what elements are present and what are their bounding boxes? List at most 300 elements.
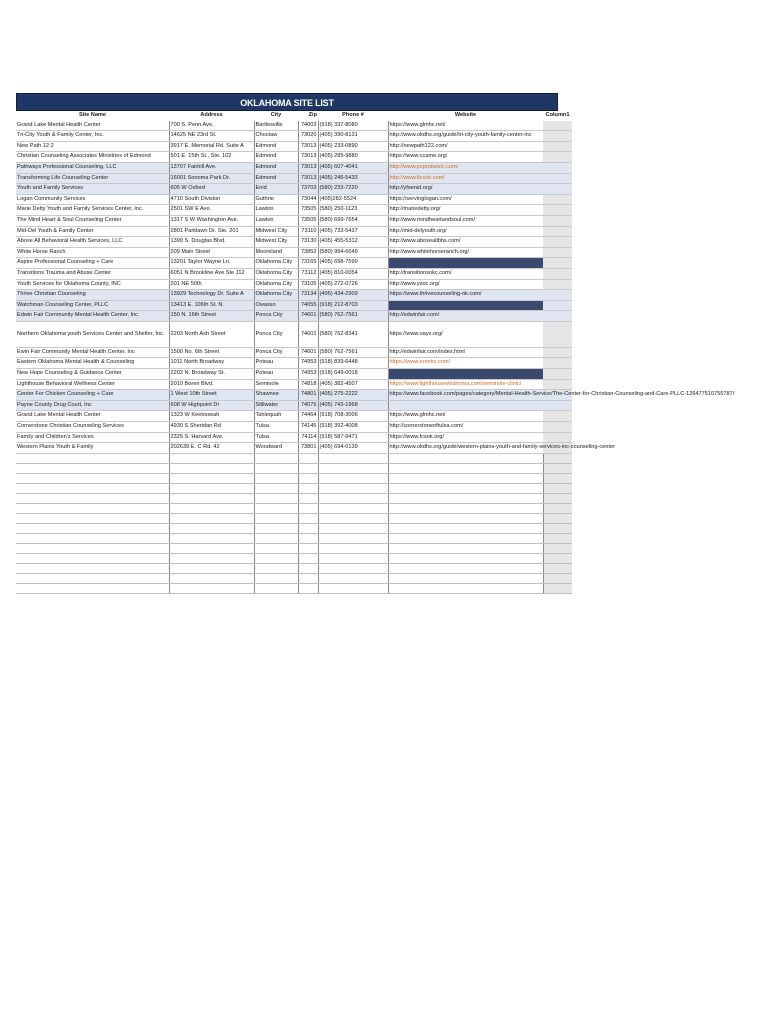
address-cell: 1323 W Keetoowah: [169, 411, 254, 422]
table-row: [16, 131, 572, 142]
phone-cell: (405) 698-7599: [318, 258, 388, 269]
zip-cell: 73044: [298, 194, 318, 205]
empty-cell: [388, 533, 543, 543]
empty-cell: [543, 583, 572, 593]
zip-cell: 74055: [298, 300, 318, 311]
header-site-name: Site Name: [78, 112, 107, 118]
column1-cell: [543, 300, 572, 311]
empty-cell: [388, 553, 543, 563]
city-cell: Tulsa: [254, 432, 298, 443]
table-row: [16, 237, 572, 248]
header-zip: Zip: [308, 112, 317, 118]
column1-cell: [543, 321, 572, 347]
city-cell: Edmond: [254, 173, 298, 184]
phone-cell: (405) 455-5312: [318, 237, 388, 248]
website-link[interactable]: https://www.lighthouseoklahoma.com/seminole-clinic/: [389, 380, 522, 387]
website-cell[interactable]: [388, 215, 543, 226]
phone-cell: (580) 699-7654: [318, 215, 388, 226]
address-cell: 13201 Taylor Wayne Ln.: [169, 258, 254, 269]
site-name-cell: Above All Behavioral Health Services, LLC: [16, 237, 169, 248]
empty-cell: [16, 583, 169, 593]
empty-cell: [16, 543, 169, 553]
empty-cell: [388, 563, 543, 573]
zip-cell: 74601: [298, 347, 318, 358]
site-name-cell: New Path 12:2: [16, 141, 169, 152]
empty-cell: [254, 513, 298, 523]
address-cell: 1317 S W Washington Ave.: [169, 215, 254, 226]
zip-cell: 73105: [298, 279, 318, 290]
city-cell: Midwest City: [254, 226, 298, 237]
website-cell[interactable]: [388, 268, 543, 279]
website-link[interactable]: http://yfsenid.org/: [389, 185, 433, 192]
column1-cell: [543, 422, 572, 433]
website-cell[interactable]: [388, 205, 543, 216]
empty-cell: [169, 543, 254, 553]
empty-cell: [16, 473, 169, 483]
website-link[interactable]: http://edwinfair.com/index.html: [389, 348, 465, 355]
site-table: [16, 111, 735, 594]
website-link[interactable]: https://www.glmhc.net/: [389, 121, 446, 128]
city-cell: Seminole: [254, 379, 298, 390]
table-row: [16, 311, 572, 322]
website-cell[interactable]: [388, 258, 543, 269]
site-name-cell: Mid-Del Youth & Family Center: [16, 226, 169, 237]
table-row: [16, 173, 572, 184]
header-website: Website: [454, 112, 477, 118]
website-link[interactable]: https://www.glmhc.net/: [389, 412, 446, 419]
phone-cell: (405) 607-4041: [318, 162, 388, 173]
address-cell: 1390 S. Douglas Blvd.: [169, 237, 254, 248]
empty-cell: [298, 533, 318, 543]
empty-cell: [169, 523, 254, 533]
phone-cell: (918) 337-8080: [318, 121, 388, 131]
website-link[interactable]: http://edwinfair.com/: [389, 312, 440, 319]
phone-cell: (580) 762-7561: [318, 347, 388, 358]
column1-cell: [543, 347, 572, 358]
website-link[interactable]: http://www.aboveallbhs.com/: [389, 238, 461, 245]
city-cell: Stillwater: [254, 400, 298, 411]
address-cell: 2202 N. Broadway St.: [169, 369, 254, 380]
city-cell: Oklahoma City: [254, 290, 298, 301]
address-cell: 4930 S Sheridan Rd: [169, 422, 254, 433]
column1-cell: [543, 226, 572, 237]
table-row: [16, 162, 572, 173]
phone-cell: (918) 708-3006: [318, 411, 388, 422]
phone-cell: (580) 762-8341: [318, 321, 388, 347]
website-cell[interactable]: [388, 311, 543, 322]
empty-cell: [388, 473, 543, 483]
website-link[interactable]: http://cornerstoneoftulsa.com/: [389, 423, 464, 430]
site-name-cell: Marie Detty Youth and Family Services Center, Inc.: [16, 205, 169, 216]
zip-cell: 73013: [298, 152, 318, 163]
zip-cell: 73165: [298, 258, 318, 269]
website-link[interactable]: http://mariedetty.org/: [389, 206, 441, 213]
website-cell[interactable]: [388, 184, 543, 195]
table-row: [16, 247, 572, 258]
website-link[interactable]: http://www.mindheartandsoul.com/: [389, 216, 476, 223]
website-cell[interactable]: [388, 290, 543, 301]
website-cell[interactable]: [388, 237, 543, 248]
empty-cell: [388, 583, 543, 593]
empty-cell: [298, 483, 318, 493]
column1-cell: [543, 311, 572, 322]
website-link[interactable]: http://www.okdhs.org/guide/tri-city-youth-family-center-inc: [389, 132, 532, 139]
empty-cell: [543, 573, 572, 583]
city-cell: Edmond: [254, 162, 298, 173]
website-cell[interactable]: [388, 321, 543, 347]
column1-cell: [543, 268, 572, 279]
city-cell: Ponca City: [254, 321, 298, 347]
empty-row: [16, 553, 572, 563]
site-name-cell: Lighthouse Behavioral Wellness Center: [16, 379, 169, 390]
website-link[interactable]: http://mid-delyouth.org/: [389, 227, 447, 234]
header-city: City: [270, 112, 282, 118]
sheet-title: OKLAHOMA SITE LIST: [16, 93, 558, 111]
empty-cell: [543, 463, 572, 473]
empty-row: [16, 543, 572, 553]
zip-cell: 74114: [298, 432, 318, 443]
empty-cell: [169, 493, 254, 503]
table-row: [16, 226, 572, 237]
column1-cell: [543, 290, 572, 301]
empty-cell: [16, 553, 169, 563]
empty-cell: [543, 543, 572, 553]
address-cell: 13413 E. 106th St. N.: [169, 300, 254, 311]
address-cell: 209 Main Street: [169, 247, 254, 258]
column1-cell: [543, 400, 572, 411]
empty-row: [16, 483, 572, 493]
city-cell: Poteau: [254, 358, 298, 369]
website-cell[interactable]: [388, 400, 543, 411]
empty-cell: [298, 563, 318, 573]
empty-cell: [388, 483, 543, 493]
empty-cell: [16, 493, 169, 503]
address-cell: 3917 E. Memorial Rd. Suite A: [169, 141, 254, 152]
site-name-cell: Center For Chicken Counseling + Care: [16, 390, 169, 401]
zip-cell: 74145: [298, 422, 318, 433]
empty-cell: [298, 463, 318, 473]
website-cell[interactable]: [388, 300, 543, 311]
website-link[interactable]: http://www.ysoc.org/: [389, 280, 440, 287]
empty-cell: [318, 553, 388, 563]
table-row: [16, 300, 572, 311]
zip-cell: 73110: [298, 226, 318, 237]
column1-cell: [543, 141, 572, 152]
phone-cell: (405) 733-5437: [318, 226, 388, 237]
website-link[interactable]: http://newpath122.com/: [389, 142, 448, 149]
zip-cell: 73505: [298, 215, 318, 226]
city-cell: Lawton: [254, 215, 298, 226]
website-cell[interactable]: [388, 121, 543, 131]
address-cell: 2501 SW E Ave.: [169, 205, 254, 216]
empty-cell: [388, 503, 543, 513]
empty-cell: [298, 493, 318, 503]
table-row: [16, 379, 572, 390]
empty-cell: [388, 493, 543, 503]
column1-cell: [543, 173, 572, 184]
table-row: [16, 390, 572, 401]
site-name-cell: Eastern Oklahoma Mental Health & Counseling: [16, 358, 169, 369]
table-row: [16, 347, 572, 358]
site-list-sheet: [16, 93, 735, 594]
empty-row: [16, 463, 572, 473]
empty-cell: [169, 463, 254, 473]
city-cell: Edmond: [254, 141, 298, 152]
website-cell[interactable]: [388, 247, 543, 258]
address-cell: 1 West 10th Street: [169, 390, 254, 401]
website-cell[interactable]: [388, 379, 543, 390]
zip-cell: 73130: [298, 237, 318, 248]
column1-cell: [543, 237, 572, 248]
site-name-cell: Christian Counseling Associates Ministries of Edmond: [16, 152, 169, 163]
zip-cell: 74601: [298, 321, 318, 347]
empty-cell: [298, 553, 318, 563]
phone-cell: (580) 994-6649: [318, 247, 388, 258]
phone-cell: (405) 272-0726: [318, 279, 388, 290]
empty-row: [16, 503, 572, 513]
empty-cell: [254, 463, 298, 473]
empty-cell: [254, 523, 298, 533]
table-body: [16, 121, 735, 594]
address-cell: 2010 Boren Blvd.: [169, 379, 254, 390]
empty-cell: [16, 523, 169, 533]
column1-cell: [543, 215, 572, 226]
address-cell: 150 N. 16th Street: [169, 311, 254, 322]
website-link[interactable]: http://www.tlccok.com/: [389, 174, 445, 181]
table-row: [16, 321, 572, 347]
empty-row: [16, 473, 572, 483]
site-name-cell: New Hope Counseling & Guidance Center: [16, 369, 169, 380]
website-cell[interactable]: [388, 173, 543, 184]
empty-cell: [318, 573, 388, 583]
website-link[interactable]: https://www.eomhc.com/: [389, 359, 451, 366]
site-name-cell: Payne County Drug Court, Inc: [16, 400, 169, 411]
website-cell[interactable]: [388, 347, 543, 358]
header-phone: Phone #: [342, 112, 364, 118]
city-cell: Enid: [254, 184, 298, 195]
zip-cell: 73801: [298, 443, 318, 454]
table-row: [16, 184, 572, 195]
phone-cell: (405) 246-5433: [318, 173, 388, 184]
empty-cell: [318, 503, 388, 513]
empty-cell: [169, 483, 254, 493]
zip-cell: 74601: [298, 311, 318, 322]
website-link[interactable]: https://www.oays.org/: [389, 330, 443, 337]
site-name-cell: Pathways Professional Counseling, LLC: [16, 162, 169, 173]
empty-cell: [169, 503, 254, 513]
column1-cell: [543, 194, 572, 205]
empty-cell: [254, 483, 298, 493]
empty-row: [16, 583, 572, 593]
column1-cell: [543, 258, 572, 269]
phone-cell: (918) 392-4008: [318, 422, 388, 433]
empty-cell: [543, 483, 572, 493]
site-name-cell: Grand Lake Mental Health Center: [16, 121, 169, 131]
phone-cell: (405) 810-0054: [318, 268, 388, 279]
website-cell[interactable]: [388, 358, 543, 369]
address-cell: 2801 Parklawn Dr. Ste. 201: [169, 226, 254, 237]
empty-cell: [318, 543, 388, 553]
table-row: [16, 268, 572, 279]
column1-cell: [543, 379, 572, 390]
empty-row: [16, 563, 572, 573]
city-cell: Bartlesville: [254, 121, 298, 131]
table-row: [16, 290, 572, 301]
table-row: [16, 358, 572, 369]
website-link[interactable]: http://www.whitehorseranch.org/: [389, 248, 470, 255]
zip-cell: 74076: [298, 400, 318, 411]
website-link[interactable]: http://www.pcprotwivic.com/: [389, 163, 459, 170]
city-cell: Midwest City: [254, 237, 298, 248]
empty-cell: [318, 483, 388, 493]
website-cell[interactable]: [388, 141, 543, 152]
empty-cell: [169, 573, 254, 583]
empty-cell: [318, 463, 388, 473]
address-cell: 2203 North Ash Street: [169, 321, 254, 347]
empty-cell: [543, 523, 572, 533]
empty-cell: [254, 533, 298, 543]
empty-cell: [543, 503, 572, 513]
phone-cell: (405)282-5524: [318, 194, 388, 205]
column1-cell: [543, 247, 572, 258]
address-cell: 501 E. 15th St., Ste. 102: [169, 152, 254, 163]
website-link[interactable]: http://www.okdhs.org/guide/western-plains-youth-and-family-services-inc-counseling-center: [389, 444, 615, 451]
phone-cell: (405) 275-2222: [318, 390, 388, 401]
city-cell: Ponca City: [254, 347, 298, 358]
address-cell: 14625 NE 23rd St.: [169, 131, 254, 142]
phone-cell: (405) 390-8131: [318, 131, 388, 142]
zip-cell: 74953: [298, 369, 318, 380]
table-row: [16, 411, 572, 422]
empty-cell: [254, 493, 298, 503]
table-row: [16, 121, 572, 131]
site-name-cell: Aspire Professional Counseling + Care: [16, 258, 169, 269]
website-link[interactable]: http://transitionsokc.com/: [389, 269, 452, 276]
header-row: [16, 111, 572, 121]
empty-cell: [388, 513, 543, 523]
column1-cell: [543, 358, 572, 369]
empty-cell: [169, 553, 254, 563]
address-cell: 1500 No. 6th Street: [169, 347, 254, 358]
website-cell[interactable]: [388, 390, 735, 401]
address-cell: 2325 S. Harvard Ave.: [169, 432, 254, 443]
empty-cell: [318, 583, 388, 593]
zip-cell: 74003: [298, 121, 318, 131]
empty-cell: [298, 513, 318, 523]
site-name-cell: Cornerstone Christian Counseling Services: [16, 422, 169, 433]
address-cell: 16001 Sonoma Park Dr.: [169, 173, 254, 184]
website-cell[interactable]: [388, 194, 543, 205]
empty-cell: [388, 523, 543, 533]
city-cell: Choctaw: [254, 131, 298, 142]
website-cell[interactable]: [388, 131, 543, 142]
empty-cell: [16, 563, 169, 573]
website-cell[interactable]: [388, 369, 543, 380]
website-cell[interactable]: [388, 432, 543, 443]
website-cell[interactable]: [388, 443, 615, 454]
empty-cell: [298, 503, 318, 513]
empty-cell: [388, 463, 543, 473]
empty-cell: [16, 453, 169, 463]
empty-cell: [298, 573, 318, 583]
empty-cell: [298, 583, 318, 593]
phone-cell: (405) 382-4507: [318, 379, 388, 390]
website-cell[interactable]: [388, 422, 543, 433]
column1-cell: [543, 279, 572, 290]
empty-cell: [16, 463, 169, 473]
table-row: [16, 152, 572, 163]
column1-cell: [543, 369, 572, 380]
website-cell[interactable]: [388, 162, 543, 173]
city-cell: Mooreland: [254, 247, 298, 258]
website-link[interactable]: https://www.ccame.org/: [389, 153, 448, 160]
empty-cell: [318, 533, 388, 543]
website-cell[interactable]: [388, 411, 543, 422]
empty-cell: [318, 523, 388, 533]
phone-cell: (405) 743-1968: [318, 400, 388, 411]
zip-cell: 73013: [298, 173, 318, 184]
city-cell: Owasso: [254, 300, 298, 311]
address-cell: 700 S. Penn Ave.: [169, 121, 254, 131]
empty-cell: [388, 573, 543, 583]
zip-cell: 73703: [298, 184, 318, 195]
city-cell: Lawton: [254, 205, 298, 216]
empty-cell: [254, 453, 298, 463]
empty-row: [16, 453, 572, 463]
empty-cell: [254, 503, 298, 513]
zip-cell: 74818: [298, 379, 318, 390]
empty-cell: [254, 553, 298, 563]
website-link[interactable]: https://servinglogan.com/: [389, 195, 452, 202]
zip-cell: 73013: [298, 141, 318, 152]
empty-cell: [388, 453, 543, 463]
empty-cell: [254, 573, 298, 583]
website-link[interactable]: https://www.fcsok.org/: [389, 433, 444, 440]
phone-cell: (405) 285-9880: [318, 152, 388, 163]
address-cell: 6051 N Brookline Ave Ste 112: [169, 268, 254, 279]
city-cell: Poteau: [254, 369, 298, 380]
website-link[interactable]: https://www.thrivecounseling-ok.com/: [389, 291, 482, 298]
website-cell[interactable]: [388, 152, 543, 163]
table-row: [16, 369, 572, 380]
city-cell: Tahlequah: [254, 411, 298, 422]
zip-cell: 74464: [298, 411, 318, 422]
address-cell: 4710 South Division: [169, 194, 254, 205]
zip-cell: 73112: [298, 268, 318, 279]
column1-cell: [543, 432, 572, 443]
city-cell: Shawnee: [254, 390, 298, 401]
address-cell: 605 W Oxford: [169, 184, 254, 195]
empty-cell: [16, 483, 169, 493]
website-cell[interactable]: [388, 279, 543, 290]
city-cell: Guthrie: [254, 194, 298, 205]
empty-cell: [318, 563, 388, 573]
empty-cell: [169, 473, 254, 483]
table-row: [16, 194, 572, 205]
address-cell: 201 NE 50th: [169, 279, 254, 290]
empty-cell: [318, 473, 388, 483]
zip-cell: 73020: [298, 131, 318, 142]
city-cell: Oklahoma City: [254, 258, 298, 269]
website-link[interactable]: https://www.facebook.com/pages/category/Mental-Health-Service/The-Center-for-Christian-Counseling-and-Care-PLLC-126477510755787/: [389, 391, 735, 398]
phone-cell: (918) 649-0018: [318, 369, 388, 380]
website-cell[interactable]: [388, 226, 543, 237]
empty-cell: [298, 473, 318, 483]
city-cell: Ponca City: [254, 311, 298, 322]
table-row: [16, 432, 572, 443]
site-name-cell: Family and Children's Services: [16, 432, 169, 443]
empty-cell: [254, 583, 298, 593]
